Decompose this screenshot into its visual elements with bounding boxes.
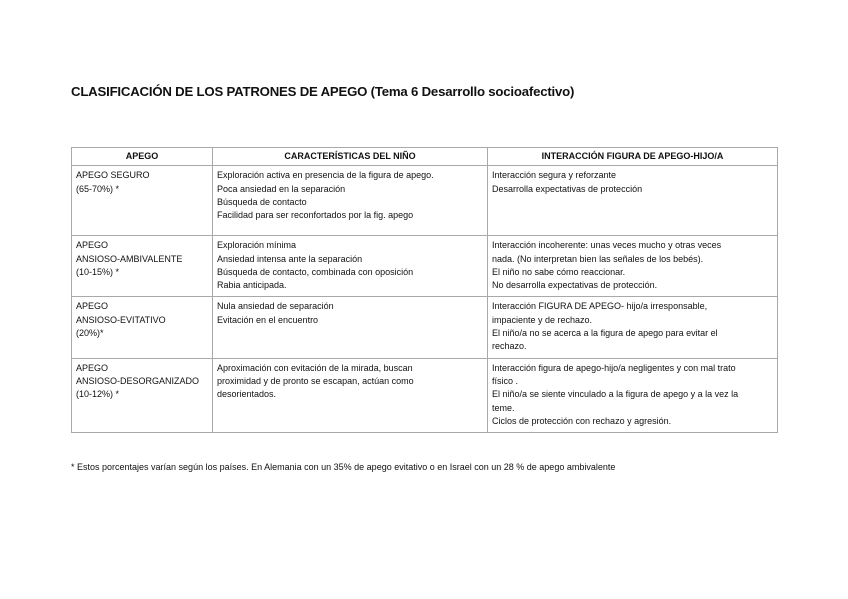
cell-line: impaciente y de rechazo.	[492, 314, 593, 325]
cell-line: Búsqueda de contacto	[217, 196, 307, 207]
header-caracteristicas: CARACTERÍSTICAS DEL NIÑO	[213, 148, 488, 166]
cell-line: Evitación en el encuentro	[217, 314, 319, 325]
cell-line: APEGO	[76, 240, 109, 251]
cell-line: El niño/a se siente vinculado a la figura de apego y a la vez la	[492, 389, 739, 400]
cell-line: Interacción incoherente: unas veces mucho y otras veces	[492, 240, 722, 251]
cell-caracteristicas	[213, 166, 488, 236]
cell-line: Rabia anticipada.	[217, 280, 287, 291]
cell-interaccion	[488, 358, 778, 432]
cell-line: (10-15%) *	[76, 266, 120, 277]
cell-line: ANSIOSO-EVITATIVO	[76, 314, 166, 325]
cell-line: ANSIOSO-AMBIVALENTE	[76, 253, 183, 264]
cell-line: ANSIOSO-DESORGANIZADO	[76, 375, 200, 386]
cell-line: No desarrolla expectativas de protección.	[492, 280, 658, 291]
cell-apego	[72, 297, 213, 358]
table-row	[72, 236, 778, 297]
table-row	[72, 297, 778, 358]
cell-apego	[72, 236, 213, 297]
cell-line: desorientados.	[217, 389, 277, 400]
cell-line: Interacción figura de apego-hijo/a negligentes y con mal trato	[492, 362, 736, 373]
cell-line: teme.	[492, 402, 515, 413]
cell-line: APEGO	[76, 362, 109, 373]
table-row	[72, 166, 778, 236]
table-row	[72, 358, 778, 432]
cell-line: físico .	[492, 375, 519, 386]
cell-caracteristicas	[213, 236, 488, 297]
cell-line: Nula ansiedad de separación	[217, 301, 334, 312]
cell-line: El niño/a no se acerca a la figura de apego para evitar el	[492, 328, 718, 339]
cell-line: proximidad y de pronto se escapan, actúan como	[217, 375, 414, 386]
cell-line: El niño no sabe cómo reaccionar.	[492, 266, 626, 277]
cell-caracteristicas	[213, 297, 488, 358]
cell-apego	[72, 358, 213, 432]
cell-line: Exploración activa en presencia de la figura de apego.	[217, 170, 434, 181]
cell-line: Interacción FIGURA DE APEGO- hijo/a irresponsable,	[492, 301, 708, 312]
cell-line: Facilidad para ser reconfortados por la fig. apego	[217, 210, 414, 221]
cell-line: (10-12%) *	[76, 389, 120, 400]
cell-line: Exploración mínima	[217, 240, 297, 251]
header-apego: APEGO	[72, 148, 213, 166]
cell-line: APEGO	[76, 301, 109, 312]
cell-interaccion	[488, 166, 778, 236]
cell-line: Aproximación con evitación de la mirada, buscan	[217, 362, 413, 373]
header-interaccion: INTERACCIÓN FIGURA DE APEGO-HIJO/A	[488, 148, 778, 166]
attachment-patterns-table	[71, 147, 778, 433]
table-header-row	[72, 148, 778, 166]
cell-interaccion	[488, 297, 778, 358]
cell-line: (65-70%) *	[76, 183, 120, 194]
footnote: * Estos porcentajes varían según los países. En Alemania con un 35% de apego evitativo o en Israel con un 28 % de apego ambivalente	[71, 462, 616, 472]
cell-line: Poca ansiedad en la separación	[217, 183, 346, 194]
cell-line: (20%)*	[76, 328, 104, 339]
cell-line: rechazo.	[492, 341, 527, 352]
cell-line: Ansiedad intensa ante la separación	[217, 253, 363, 264]
cell-line: nada. (No interpretan bien las señales de los bebés).	[492, 253, 704, 264]
cell-line: Búsqueda de contacto, combinada con oposición	[217, 266, 414, 277]
cell-apego	[72, 166, 213, 236]
cell-interaccion	[488, 236, 778, 297]
cell-line: Desarrolla expectativas de protección	[492, 183, 643, 194]
cell-caracteristicas	[213, 358, 488, 432]
document-title: CLASIFICACIÓN DE LOS PATRONES DE APEGO (Tema 6 Desarrollo socioafectivo)	[71, 84, 575, 99]
cell-line: Ciclos de protección con rechazo y agresión.	[492, 415, 672, 426]
cell-line: Interacción segura y reforzante	[492, 170, 617, 181]
cell-line: APEGO SEGURO	[76, 170, 150, 181]
